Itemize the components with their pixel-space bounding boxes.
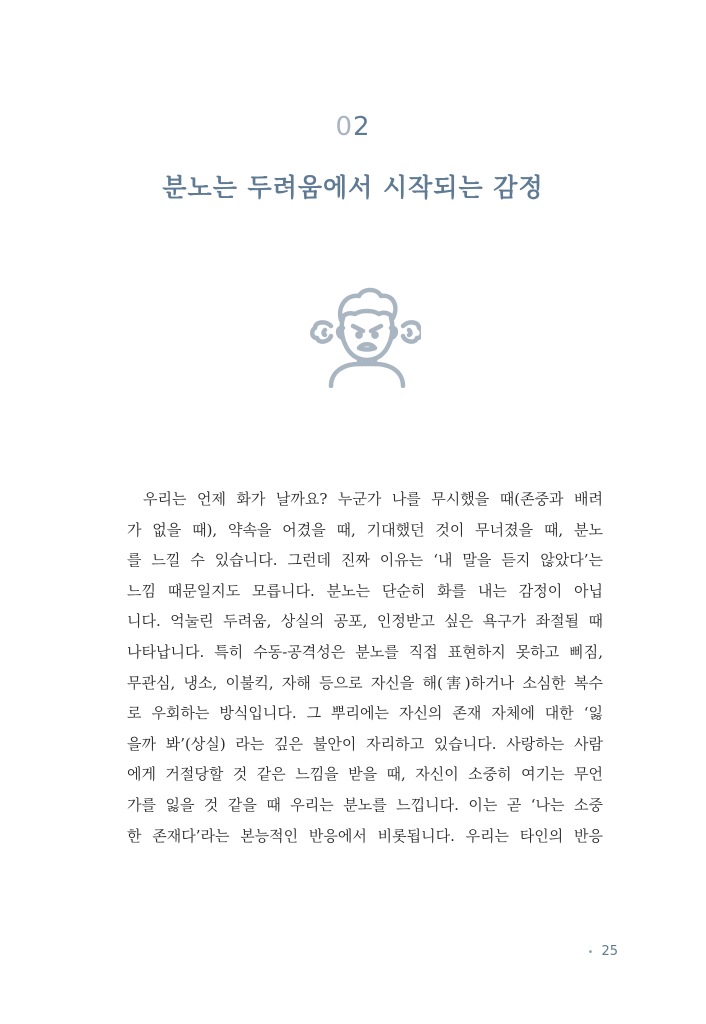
bullet-dot-icon: • — [587, 947, 594, 958]
body-line: 를 느낄 수 있습니다. 그런데 진짜 이유는 ‘내 말을 듣지 않았다’는 — [127, 551, 603, 570]
angry-person-icon — [303, 284, 421, 388]
body-line: 을까 봐’(상실) 라는 깊은 불안이 자리하고 있습니다. 사랑하는 사람 — [127, 734, 603, 753]
page-number — [588, 944, 618, 959]
body-line: 가 없을 때), 약속을 어겼을 때, 기대했던 것이 무너졌을 때, 분노 — [127, 520, 603, 539]
body-line: 한 존재다’라는 본능적인 반응에서 비롯됩니다. 우리는 타인의 반응 — [127, 826, 603, 845]
chapter-number — [0, 112, 706, 142]
body-line: 로 우회하는 방식입니다. 그 뿌리에는 자신의 존재 자체에 대한 ‘잃 — [127, 704, 603, 723]
chapter-number-second-digit: 2 — [353, 112, 371, 142]
page-number-value: 25 — [601, 944, 618, 959]
chapter-number-first-digit: 0 — [335, 112, 353, 142]
body-line: 느낌 때문일지도 모릅니다. 분노는 단순히 화를 내는 감정이 아닙 — [127, 581, 603, 600]
body-paragraph — [127, 484, 603, 851]
chapter-title: 분노는 두려움에서 시작되는 감정 — [162, 173, 544, 202]
body-line: 나타납니다. 특히 수동-공격성은 분노를 직접 표현하지 못하고 삐짐, — [127, 642, 603, 661]
body-line: 에게 거절당할 것 같은 느낌을 받을 때, 자신이 소중히 여기는 무언 — [127, 765, 603, 784]
body-line: 니다. 억눌린 두려움, 상실의 공포, 인정받고 싶은 욕구가 좌절될 때 — [127, 612, 603, 631]
body-line: 우리는 언제 화가 날까요? 누군가 나를 무시했을 때(존중과 배려 — [143, 490, 603, 508]
body-line: 가를 잃을 것 같을 때 우리는 분노를 느낍니다. 이는 곧 ‘나는 소중 — [127, 795, 603, 814]
body-line: 무관심, 냉소, 이불킥, 자해 등으로 자신을 해(害)하거나 소심한 복수 — [127, 673, 603, 692]
